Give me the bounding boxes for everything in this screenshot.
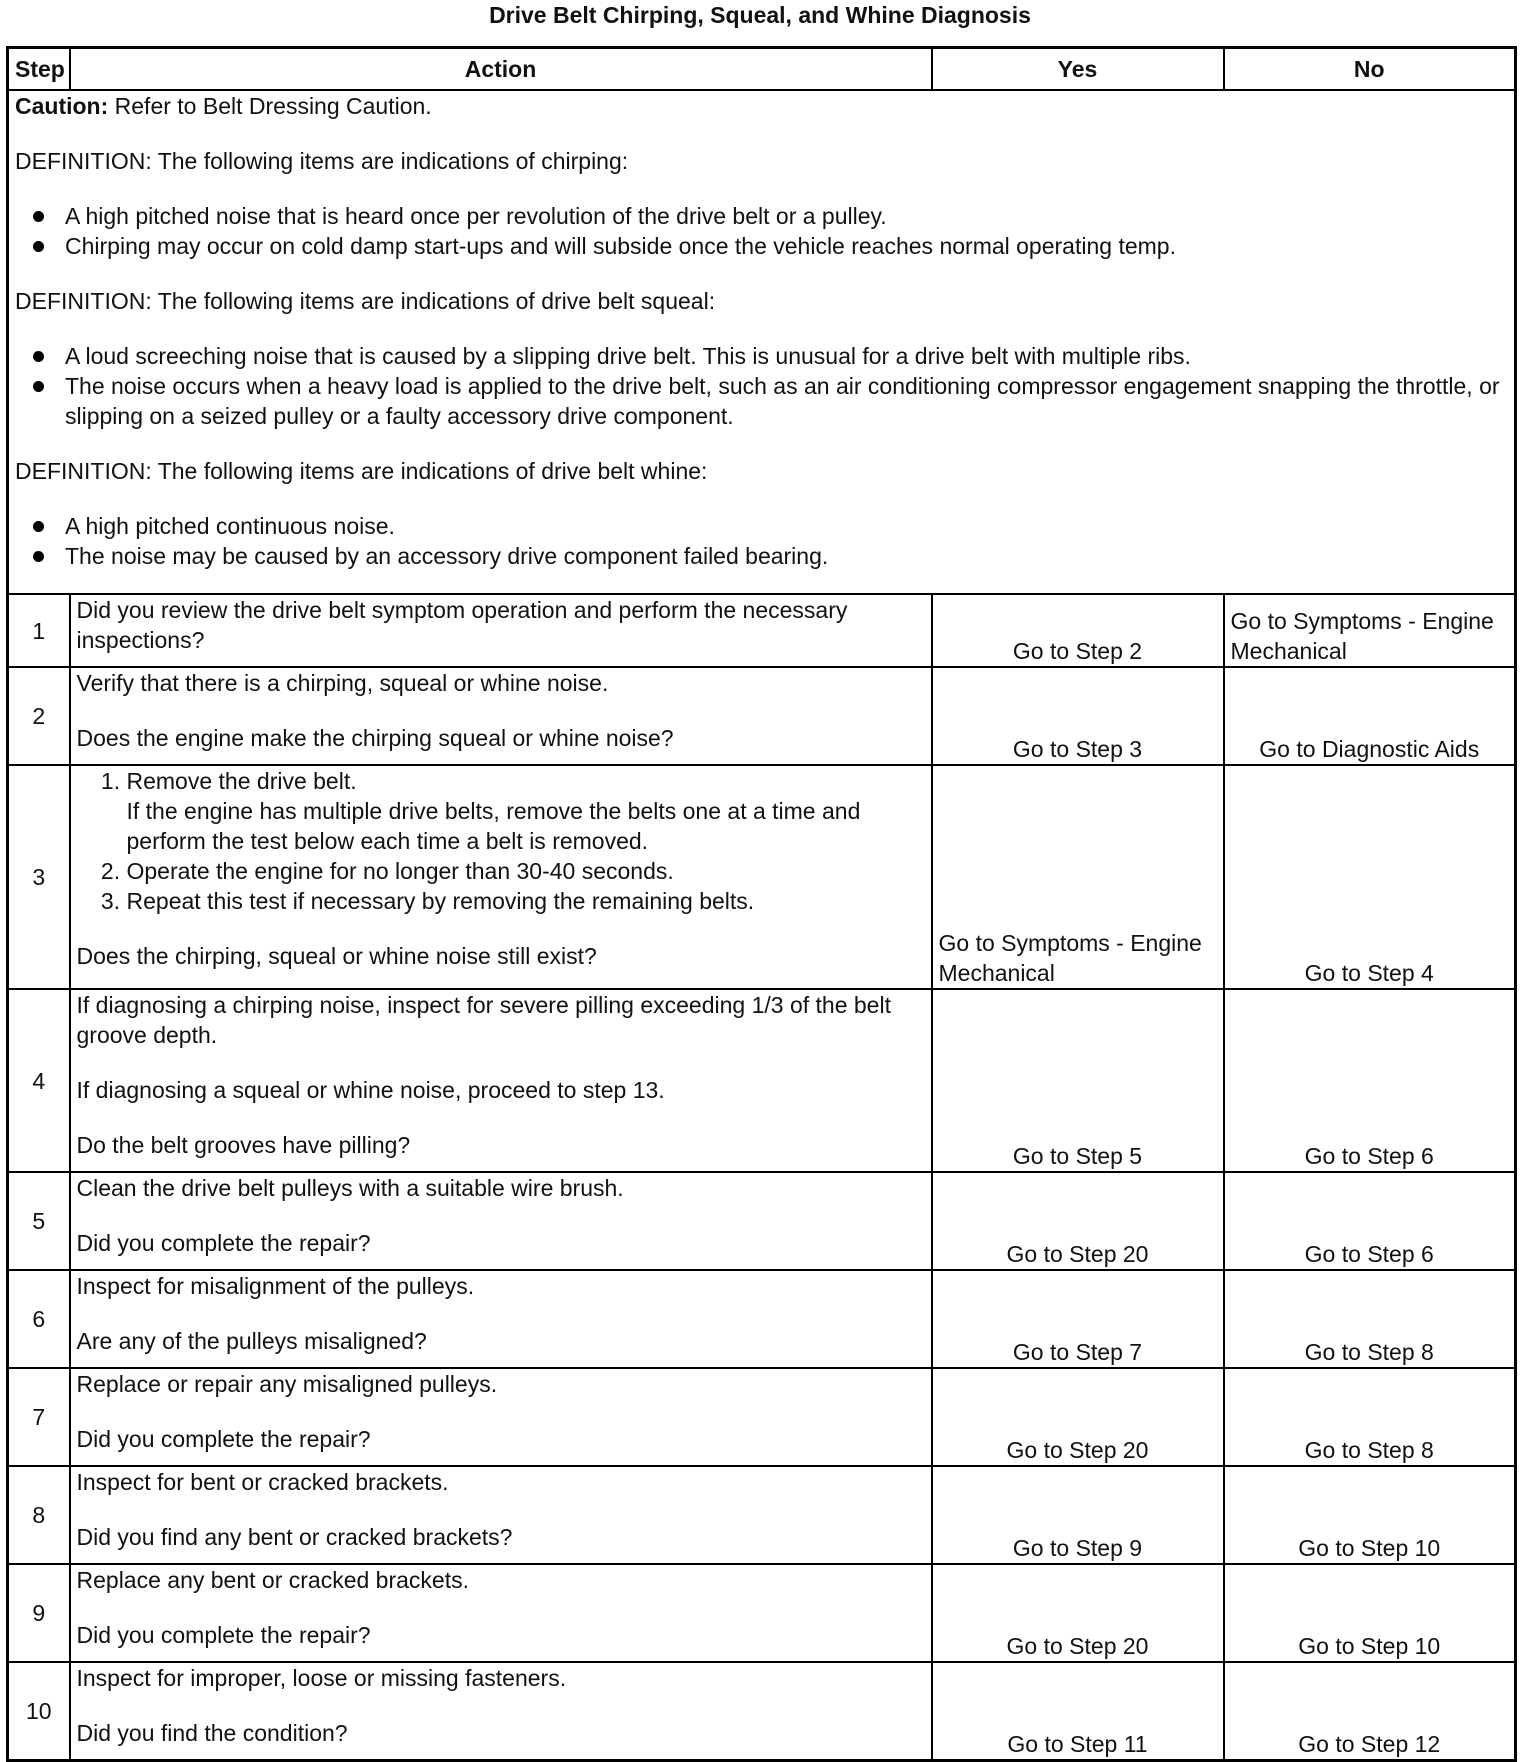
action-text: Verify that there is a chirping, squeal or whine noise.	[76, 670, 609, 696]
step-number: 5	[8, 1172, 70, 1270]
no-result: Go to Diagnostic Aids	[1224, 667, 1516, 765]
action-question: Did you find the condition?	[76, 1720, 348, 1746]
caution-line	[15, 91, 1508, 121]
table-row	[8, 1368, 1516, 1466]
step-action	[70, 1270, 932, 1368]
header-action: Action	[70, 48, 932, 91]
step-action	[70, 1368, 932, 1466]
action-text: Replace any bent or cracked brackets.	[76, 1567, 469, 1593]
intro-cell	[8, 90, 1516, 594]
step-number: 8	[8, 1466, 70, 1564]
squeal-definition: DEFINITION: The following items are indications of drive belt squeal:	[15, 288, 716, 314]
step-action	[70, 1662, 932, 1760]
action-question: Does the chirping, squeal or whine noise still exist?	[76, 943, 597, 969]
list-item: A high pitched noise that is heard once per revolution of the drive belt or a pulley.	[65, 201, 1508, 231]
action-text: Did you review the drive belt symptom operation and perform the necessary inspections?	[76, 597, 848, 653]
yes-result: Go to Symptoms - Engine Mechanical	[932, 765, 1224, 989]
action-question: Did you complete the repair?	[76, 1230, 371, 1256]
yes-result: Go to Step 20	[932, 1172, 1224, 1270]
table-row	[8, 1270, 1516, 1368]
no-result: Go to Step 4	[1224, 765, 1516, 989]
caution-label: Caution:	[15, 93, 109, 119]
header-yes: Yes	[932, 48, 1224, 91]
list-item: A loud screeching noise that is caused by a slipping drive belt. This is unusual for a drive belt with multiple ribs.	[65, 341, 1508, 371]
step-action	[70, 1172, 932, 1270]
yes-result: Go to Step 2	[932, 594, 1224, 667]
step-action	[70, 667, 932, 765]
step-number: 6	[8, 1270, 70, 1368]
no-result: Go to Symptoms - Engine Mechanical	[1224, 594, 1516, 667]
table-row	[8, 1466, 1516, 1564]
action-question: Does the engine make the chirping squeal or whine noise?	[76, 725, 674, 751]
no-result: Go to Step 8	[1224, 1368, 1516, 1466]
list-item: A high pitched continuous noise.	[65, 511, 1508, 541]
list-item: The noise may be caused by an accessory drive component failed bearing.	[65, 541, 1508, 571]
table-row	[8, 1662, 1516, 1760]
table-row	[8, 989, 1516, 1172]
yes-result: Go to Step 5	[932, 989, 1224, 1172]
header-row	[8, 48, 1516, 91]
action-question: Are any of the pulleys misaligned?	[76, 1328, 427, 1354]
action-text: Inspect for misalignment of the pulleys.	[76, 1273, 475, 1299]
action-question: Did you complete the repair?	[76, 1426, 371, 1452]
yes-result: Go to Step 9	[932, 1466, 1224, 1564]
no-result: Go to Step 12	[1224, 1662, 1516, 1760]
list-item	[127, 766, 925, 856]
action-text: Replace or repair any misaligned pulleys.	[76, 1371, 498, 1397]
step-number: 7	[8, 1368, 70, 1466]
list-item-subtext: If the engine has multiple drive belts, remove the belts one at a time and perform the test below each time a belt is removed.	[126, 798, 861, 854]
chirping-definition: DEFINITION: The following items are indications of chirping:	[15, 148, 629, 174]
action-text: Inspect for improper, loose or missing fasteners.	[76, 1665, 567, 1691]
step-action	[70, 1564, 932, 1662]
no-result: Go to Step 10	[1224, 1564, 1516, 1662]
list-item: Chirping may occur on cold damp start-ups and will subside once the vehicle reaches normal operating temp.	[65, 231, 1508, 261]
action-question: Did you find any bent or cracked brackets?	[76, 1524, 513, 1550]
yes-result: Go to Step 20	[932, 1564, 1224, 1662]
list-item-text: Remove the drive belt.	[126, 768, 357, 794]
caution-text: Refer to Belt Dressing Caution.	[108, 93, 432, 119]
no-result: Go to Step 6	[1224, 1172, 1516, 1270]
diagnosis-table	[6, 46, 1517, 1762]
step-number: 4	[8, 989, 70, 1172]
squeal-list	[15, 341, 1508, 431]
chirping-list	[15, 201, 1508, 261]
step-number: 3	[8, 765, 70, 989]
header-no: No	[1224, 48, 1516, 91]
no-result: Go to Step 6	[1224, 989, 1516, 1172]
table-row	[8, 765, 1516, 989]
action-text: Inspect for bent or cracked brackets.	[76, 1469, 449, 1495]
yes-result: Go to Step 3	[932, 667, 1224, 765]
step-number: 10	[8, 1662, 70, 1760]
step-action	[70, 1466, 932, 1564]
step-number: 2	[8, 667, 70, 765]
action-text: If diagnosing a squeal or whine noise, proceed to step 13.	[76, 1077, 665, 1103]
step-action	[70, 765, 932, 989]
table-row	[8, 1172, 1516, 1270]
table-row	[8, 1564, 1516, 1662]
no-result: Go to Step 10	[1224, 1466, 1516, 1564]
action-text: If diagnosing a chirping noise, inspect for severe pilling exceeding 1/3 of the belt groove depth.	[76, 992, 891, 1048]
procedure-list	[77, 766, 925, 916]
step-number: 9	[8, 1564, 70, 1662]
table-row	[8, 594, 1516, 667]
header-step: Step	[8, 48, 70, 91]
yes-result: Go to Step 7	[932, 1270, 1224, 1368]
yes-result: Go to Step 11	[932, 1662, 1224, 1760]
intro-row	[8, 90, 1516, 594]
table-row	[8, 667, 1516, 765]
list-item: 2. Operate the engine for no longer than 30-40 seconds.	[127, 856, 925, 886]
list-item: 3. Repeat this test if necessary by removing the remaining belts.	[127, 886, 925, 916]
no-result: Go to Step 8	[1224, 1270, 1516, 1368]
step-action	[70, 989, 932, 1172]
whine-list	[15, 511, 1508, 571]
step-number: 1	[8, 594, 70, 667]
list-item: The noise occurs when a heavy load is applied to the drive belt, such as an air conditioning compressor engagement snapping the throttle, or slipping on a seized pulley or a faulty accessory drive component.	[65, 371, 1508, 431]
step-action	[70, 594, 932, 667]
action-question: Do the belt grooves have pilling?	[76, 1132, 411, 1158]
action-question: Did you complete the repair?	[76, 1622, 371, 1648]
yes-result: Go to Step 20	[932, 1368, 1224, 1466]
document-title: Drive Belt Chirping, Squeal, and Whine Diagnosis	[489, 2, 1031, 28]
action-text: Clean the drive belt pulleys with a suitable wire brush.	[76, 1175, 624, 1201]
whine-definition: DEFINITION: The following items are indications of drive belt whine:	[15, 458, 708, 484]
